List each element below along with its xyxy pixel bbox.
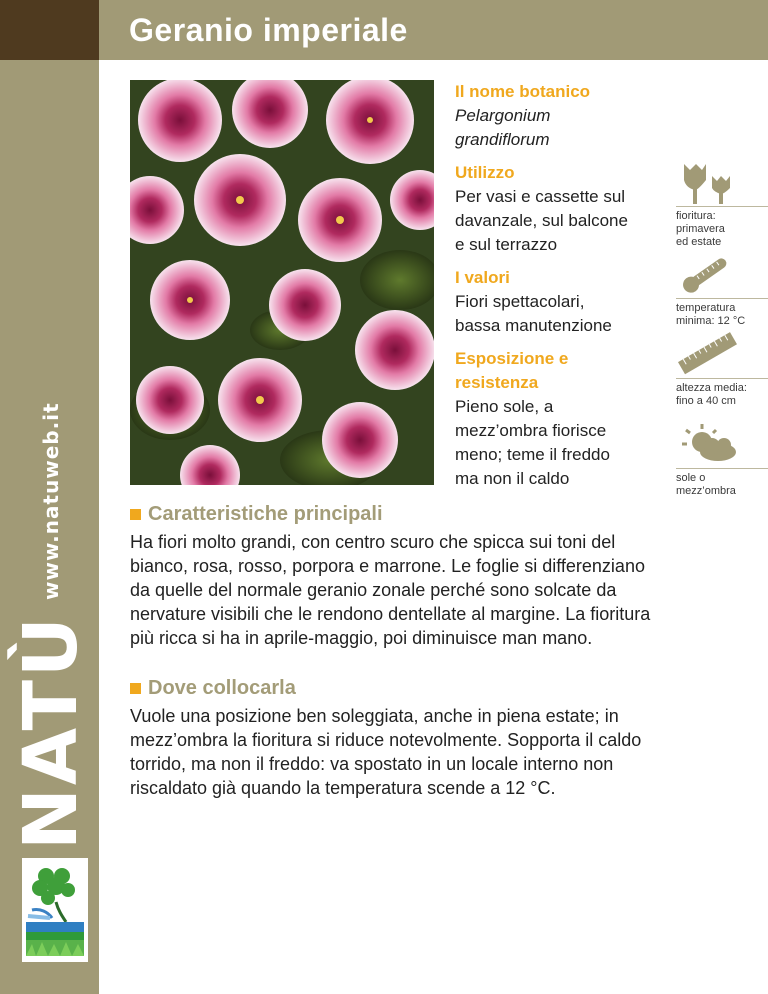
features-line: bianco, rosa, rosso, porpora e marrone. Le foglie si differenziano	[130, 556, 645, 576]
place-line: riscaldato già quando la temperatura scende a 12 °C.	[130, 778, 556, 798]
exposure-caption: mezz’ombra	[676, 485, 736, 497]
height-item	[676, 332, 768, 408]
use-line: Per vasi e cassette sul	[455, 187, 626, 206]
botanical-name-line: grandiflorum	[455, 130, 550, 149]
botanical-label: Il nome botanico	[455, 82, 591, 101]
features-line: nervature visibili che le rendono dentellate al margine. La fioritura	[130, 604, 651, 624]
thermometer-icon	[676, 252, 740, 296]
place-line: mezz’ombra la fioritura si riduce notevolmente. Sopporta il caldo	[130, 730, 642, 750]
temperature-item	[676, 252, 768, 328]
exposure-caption: sole o	[676, 472, 706, 484]
botanical-block	[455, 80, 670, 152]
ruler-icon	[676, 332, 740, 376]
exposure-item	[676, 422, 768, 498]
exposure-line: Pieno sole, a	[455, 397, 554, 416]
exposure-label: Esposizione e	[455, 349, 569, 368]
values-line: Fiori spettacolari,	[455, 292, 585, 311]
features-body	[130, 530, 720, 650]
exposure-line: ma non il caldo	[455, 469, 570, 488]
header-bar	[99, 0, 768, 60]
values-line: bassa manutenzione	[455, 316, 612, 335]
features-title: Caratteristiche principali	[148, 503, 383, 525]
flowering-caption: ed estate	[676, 236, 722, 248]
place-heading	[130, 677, 296, 700]
flowering-item	[676, 160, 768, 249]
info-column	[455, 80, 670, 500]
use-block	[455, 161, 670, 257]
features-line: Ha fiori molto grandi, con centro scuro che spicca sui toni del	[130, 532, 616, 552]
exposure-block	[455, 347, 670, 491]
place-title: Dove collocarla	[148, 677, 296, 699]
features-line: da quelle del normale geranio zonale perché sono solcate da	[130, 580, 617, 600]
use-label: Utilizzo	[455, 163, 515, 182]
features-heading	[130, 503, 383, 526]
bullet-square	[130, 509, 141, 520]
height-caption: fino a 40 cm	[676, 395, 736, 407]
page-title: Geranio imperiale	[129, 12, 408, 48]
values-label: I valori	[455, 268, 510, 287]
place-line: torrido, ma non il freddo: va spostato in un locale interno non	[130, 754, 614, 774]
place-line: Vuole una posizione ben soleggiata, anche in piena estate; in	[130, 706, 619, 726]
features-line: più ricca si ha in aprile-maggio, poi diminuisce man mano.	[130, 628, 593, 648]
tulip-icon	[676, 160, 740, 204]
botanical-name-line: Pelargonium	[455, 106, 551, 125]
use-line: e sul terrazzo	[455, 235, 558, 254]
temperature-caption: temperatura	[676, 302, 736, 314]
geranium-photo	[130, 80, 434, 485]
temperature-caption: minima: 12 °C	[676, 315, 746, 327]
bullet-square	[130, 683, 141, 694]
vertical-brand	[8, 402, 94, 850]
exposure-line: mezz’ombra fiorisce	[455, 421, 607, 440]
place-body	[130, 704, 720, 800]
sun-cloud-icon	[676, 422, 740, 466]
brand-logo-text: NATÙ	[8, 613, 94, 850]
exposure-line: meno; teme il freddo	[455, 445, 610, 464]
brand-url: www.natuweb.it	[39, 402, 63, 600]
values-block	[455, 266, 670, 338]
use-line: davanzale, sul balcone	[455, 211, 628, 230]
flowering-caption: primavera	[676, 223, 725, 235]
flowering-caption: fioritura:	[676, 210, 716, 222]
exposure-label: resistenza	[455, 373, 539, 392]
height-caption: altezza media:	[676, 382, 747, 394]
corner-block	[0, 0, 99, 60]
promo-giardinaggio-logo	[22, 858, 88, 962]
